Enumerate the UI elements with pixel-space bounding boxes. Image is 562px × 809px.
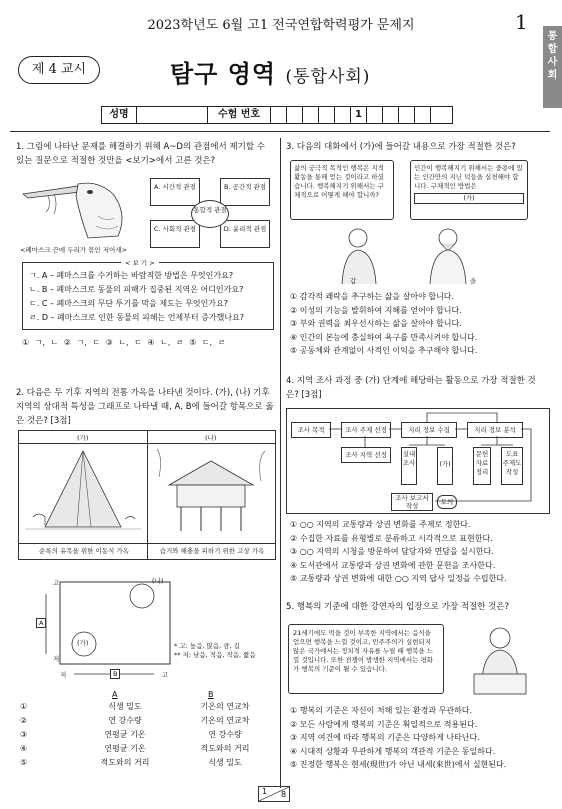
legend-item: * 고: 높음, 많음, 큼, 길 [174, 642, 240, 650]
speech-bubble-a: 삶의 궁극적 목적인 행복은 지적 활동을 통해 얻는 것이라고 하셨습니다. 행복해지기 위해서는 구체적으로 어떻게 해야 합니까? [290, 160, 394, 220]
exam-no-cell[interactable] [271, 107, 287, 123]
q2-row-a: 적도와의 거리 [100, 758, 150, 767]
q2-row-a: 연평균 기온 [104, 744, 146, 753]
exam-no-cell[interactable] [415, 107, 431, 123]
exam-no-cell[interactable] [399, 107, 415, 123]
exam-no-cell[interactable] [367, 107, 383, 123]
column-divider [280, 138, 281, 788]
flow-step: 토의 [437, 495, 457, 509]
viewpoint-b: B. 공간적 관점 [220, 178, 270, 206]
speech-bubble-lecturer: 21세기에도 먹을 것이 부족한 지역에서는 음식을 얻으면 행복을 느낄 것이고, 민주주의가 실현되지 않은 국가에서는 정치적 자유를 누릴 때 행복을 느낄 것입니다. 또한 전쟁이 발생한 지역에서는 평화가 행복의 기준이 될 수 있습니다. [288, 624, 444, 694]
flow-step: 도표 주제도 작성 [501, 447, 523, 485]
bogi-item: ㄷ. C – 폐마스크의 무단 투기를 막을 제도는 무엇인가요? [29, 299, 229, 308]
q5-choice[interactable]: ④ 시대적 상황과 무관하게 행복의 객관적 기준은 동일하다. [290, 746, 496, 756]
y-axis-high: 고 [53, 579, 60, 587]
x-axis-b: B [110, 669, 120, 679]
q5-choices [290, 704, 552, 772]
x-axis-high: 고 [162, 671, 169, 679]
q2-row-number[interactable]: ⑤ [20, 758, 28, 767]
q4-choice[interactable]: ④ 도서관에서 교통량과 상권 변화에 관한 문헌을 조사한다. [290, 560, 496, 570]
q4-choice[interactable]: ③ ○○ 지역의 시청을 방문하여 담당자와 면담을 실시한다. [290, 547, 494, 556]
period-badge: 제 4 교시 [18, 56, 100, 84]
title-sub: (통합사회) [285, 67, 371, 87]
page-current: 1 [262, 787, 268, 796]
q2-row-number[interactable]: ① [20, 702, 28, 711]
header-divider [10, 131, 550, 132]
person-eul: 을 [470, 277, 477, 285]
q2-row-number[interactable]: ③ [20, 730, 28, 739]
q2-graph [34, 574, 174, 682]
q5-choice[interactable]: ① 행복의 기준은 자신이 처해 있는 환경과 무관하다. [290, 706, 473, 715]
y-axis-low: 저 [53, 655, 60, 663]
q4-stem: 4. 지역 조사 과정 중 (가) 단계에 해당하는 활동으로 가장 적절한 것은? [3점] [286, 376, 536, 400]
page-title [170, 54, 370, 89]
q2-house-table [18, 430, 276, 560]
page-number: 1 [515, 10, 528, 34]
viewpoint-diagram [150, 178, 272, 250]
subject-tab-label: 통합사회 [547, 31, 558, 81]
exam-no-cell[interactable] [431, 107, 446, 123]
graph-legend [174, 642, 256, 660]
q4-choices [290, 518, 552, 586]
flow-step-ga: (가) [437, 447, 453, 485]
q1-stem: 1. 그림에 나타난 문제를 해결하기 위해 A~D의 관점에서 제기할 수 있는 질문으로 적절한 것만을 <보기>에서 고른 것은? [16, 142, 265, 166]
exam-no-cell[interactable] [287, 107, 303, 123]
page-total: 8 [281, 790, 287, 799]
speech-bubble-b [410, 160, 528, 220]
flow-step: 지리 정보 수집 [401, 422, 457, 438]
q2-row-number[interactable]: ② [20, 716, 28, 725]
caption-na: 습기와 해충을 피하기 위한 고상 가옥 [159, 547, 265, 555]
bogi-item: ㄹ. D – 폐마스크로 인한 동물의 피해는 언제부터 증가했나요? [29, 313, 245, 322]
exam-no-cell[interactable] [335, 107, 351, 123]
blank-ga: (가) [414, 193, 524, 204]
q2-row-b: 적도와의 거리 [200, 744, 250, 753]
q4-choice[interactable]: ② 수집한 자료를 유형별로 분류하고 시각적으로 표현한다. [290, 533, 493, 543]
integrated-viewpoint: 통합적 관점 [191, 200, 229, 228]
exam-no-label: 수험 번호 [208, 107, 271, 123]
q1-bogi-box [22, 259, 274, 330]
flow-step: 조사 지역 선정 [341, 447, 391, 463]
exam-no-cell: 1 [351, 107, 367, 123]
bogi-item: ㄴ. B – 폐마스크로 동물의 피해가 집중된 지역은 어디인가요? [29, 285, 244, 294]
title-main: 탐구 영역 [170, 59, 277, 88]
q2-row-b: 기온의 연교차 [200, 716, 250, 725]
q5-choice[interactable]: ③ 지역 여건에 따라 행복의 기준은 다양하게 나타난다. [290, 733, 480, 742]
flow-step: 실내 조사 [401, 447, 417, 485]
name-exam-box [101, 106, 453, 124]
q2-row-number[interactable]: ④ [20, 744, 28, 753]
q1-caption: <폐마스크 끈에 두리가 묶인 저어새> [20, 246, 128, 254]
q2-stem: 2. 다음은 두 기후 지역의 전통 가옥을 나타낸 것이다. (가), (나) 기후 지역의 상대적 특성을 그래프로 나타낼 때, A, B에 들어갈 항목으로 옳은 것은? [3점] [16, 388, 274, 426]
x-axis-low: 저 [60, 671, 67, 679]
viewpoint-c: C. 사회적 관점 [150, 220, 200, 248]
exam-no-cell[interactable] [383, 107, 399, 123]
q5-choice[interactable]: ② 모든 사람에게 행복의 기준은 획일적으로 적용된다. [290, 719, 478, 729]
q3-choice[interactable]: ④ 인간의 본능에 충실하여 욕구를 만족시켜야 합니다. [290, 332, 478, 342]
person-gap: 갑 [350, 277, 357, 285]
bogi-title: < 보 기 > [121, 258, 159, 267]
q5-choice[interactable]: ⑤ 진정한 행복은 현세(現世)가 아닌 내세(來世)에서 실현된다. [290, 760, 507, 769]
col-a-header: A [112, 690, 118, 699]
col-b-header: B [208, 690, 214, 699]
y-axis-a: A [36, 618, 46, 628]
lecturer-illustration [460, 624, 540, 696]
exam-no-cell[interactable] [319, 107, 335, 123]
q4-flowchart [286, 408, 550, 514]
tent-house-illustration [25, 447, 141, 541]
q2-row-b: 식생 밀도 [208, 758, 242, 767]
q1-choices[interactable]: ① ㄱ, ㄴ ② ㄱ, ㄷ ③ ㄴ, ㄷ ④ ㄴ, ㄹ ⑤ ㄷ, ㄹ [22, 338, 226, 347]
q3-choice[interactable]: ② 이성의 기능을 발휘하여 지혜를 얻어야 합니다. [290, 305, 462, 315]
viewpoint-d: D. 윤리적 관점 [220, 220, 270, 248]
q3-choices [290, 290, 552, 358]
caption-ga: 순록의 유목을 위한 이동식 가옥 [39, 547, 129, 555]
subject-tab [543, 26, 562, 108]
q3-choice[interactable]: ⑤ 공동체와 관계없이 사적인 이익을 추구해야 합니다. [290, 346, 478, 355]
q5-stem: 5. 행복의 기준에 대한 강연자의 입장으로 가장 적절한 것은? [286, 602, 510, 612]
spoonbill-illustration [18, 176, 138, 244]
house-na-label: (나) [205, 434, 217, 442]
viewpoint-a: A. 시간적 관점 [150, 178, 200, 206]
table-rule [19, 543, 275, 544]
q3-stem: 3. 다음의 대화에서 (가)에 들어갈 내용으로 가장 적절한 것은? [286, 142, 516, 152]
table-rule [147, 431, 148, 559]
speech-b-text: 인간이 행복해지기 위해서는 중용에 있는 인간만의 지닌 덕들을 실천해야 합니다. 구체적인 방법은 [414, 164, 523, 190]
name-field[interactable] [137, 107, 208, 123]
q3-choice[interactable]: ① 감각적 쾌락을 추구하는 삶을 살아야 합니다. [290, 292, 455, 301]
page-indicator [258, 786, 290, 802]
exam-no-cell[interactable] [303, 107, 319, 123]
flow-step: 지리 정보 분석 [467, 422, 523, 438]
flow-step: 문헌 자료 정리 [473, 447, 491, 485]
legend-item: ** 저: 낮음, 적음, 작음, 짧음 [174, 651, 256, 659]
q4-choice[interactable]: ⑤ 교통량과 상권 변화에 대한 ○○ 지역 답사 일정을 수립한다. [290, 574, 507, 583]
q2-row-b: 연 강수량 [208, 730, 242, 739]
exam-title: 2023학년도 6월 고1 전국연합학력평가 문제지 [147, 18, 415, 33]
q3-choice[interactable]: ③ 부와 권력을 최우선시하는 삶을 살아야 합니다. [290, 319, 462, 328]
flow-step: 조사 목적 [291, 422, 331, 438]
flow-step: 조사 보고서 작성 [391, 493, 433, 511]
flow-step: 조사 주제 선정 [341, 422, 391, 438]
q4-choice[interactable]: ① ○○ 지역의 교통량과 상권 변화를 주제로 정한다. [290, 520, 471, 529]
graph-label-na: (나) [152, 577, 164, 585]
graph-label-ga: (가) [77, 639, 89, 647]
q2-row-a: 연평균 기온 [104, 730, 146, 739]
q2-row-a: 식생 밀도 [108, 702, 142, 711]
bogi-item: ㄱ. A – 폐마스크를 수거하는 바람직한 방법은 무엇인가요? [29, 271, 234, 280]
stilt-house-illustration [153, 447, 269, 541]
q2-row-a: 연 강수량 [108, 716, 142, 725]
q2-row-b: 기온의 연교차 [200, 702, 250, 711]
name-label: 성명 [102, 107, 137, 123]
house-ga-label: (가) [77, 434, 89, 442]
